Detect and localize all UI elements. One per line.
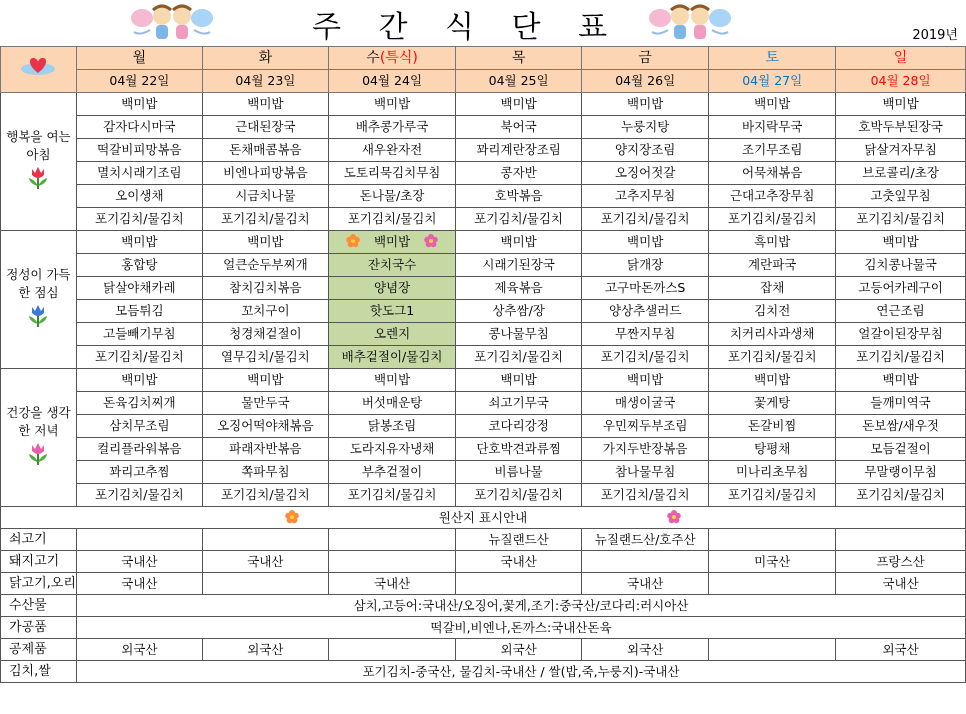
menu-item: 누룽지탕 <box>582 116 709 139</box>
flower-icon <box>346 234 360 248</box>
page-title: 주 간 식 단 표 <box>312 10 622 45</box>
origin-value <box>582 551 709 573</box>
menu-item: 열무김치/물김치 <box>202 346 328 369</box>
date-cell: 04월 22일 <box>76 70 202 93</box>
lunch-row <box>1 346 966 369</box>
origin-merged-value: 떡갈비,비엔나,돈까스:국내산돈육 <box>76 617 965 639</box>
tulip-pink-icon <box>25 440 51 466</box>
breakfast-label-cell <box>1 93 77 231</box>
menu-item: 포기김치/물김치 <box>328 208 455 231</box>
menu-item: 김치전 <box>709 300 836 323</box>
menu-item: 백미밥 <box>202 231 328 254</box>
dinner-row <box>1 438 966 461</box>
menu-item: 백미밥 <box>76 231 202 254</box>
menu-item: 김치콩나물국 <box>836 254 966 277</box>
flower-icon <box>285 510 299 524</box>
menu-item: 물만두국 <box>202 392 328 415</box>
day-name-6 <box>836 47 966 70</box>
menu-item: 연근조림 <box>836 300 966 323</box>
menu-item: 백미밥 <box>328 369 455 392</box>
menu-item: 포기김치/물김치 <box>456 208 582 231</box>
menu-item: 백미밥 <box>456 231 582 254</box>
origin-merged-value: 삼치,고등어:국내산/오징어,꽃게,조기:중국산/코다리:러시아산 <box>76 595 965 617</box>
origin-row <box>1 595 966 617</box>
menu-item: 포기김치/물김치 <box>76 346 202 369</box>
day-name-1 <box>202 47 328 70</box>
menu-item: 고춧잎무침 <box>836 185 966 208</box>
breakfast-row <box>1 208 966 231</box>
menu-item: 백미밥 <box>456 93 582 116</box>
menu-item: 돈채매콤볶음 <box>202 139 328 162</box>
menu-item: 돈나물/초장 <box>328 185 455 208</box>
origin-label: 돼지고기 <box>1 551 77 573</box>
dinner-label: 건강을 생각한 저녁 <box>6 405 71 438</box>
origin-value: 국내산 <box>328 573 455 595</box>
dinner-row <box>1 392 966 415</box>
menu-item: 포기김치/물김치 <box>456 484 582 507</box>
menu-item: 백미밥 <box>76 369 202 392</box>
menu-item: 조기무조림 <box>709 139 836 162</box>
origin-label: 가공품 <box>1 617 77 639</box>
menu-item: 코다리강정 <box>456 415 582 438</box>
menu-item: 시래기된장국 <box>456 254 582 277</box>
dinner-row <box>1 369 966 392</box>
menu-item: 포기김치/물김치 <box>836 346 966 369</box>
origin-row <box>1 617 966 639</box>
origin-value: 국내산 <box>836 573 966 595</box>
menu-item: 백미밥 <box>582 231 709 254</box>
menu-item: 참나물무침 <box>582 461 709 484</box>
menu-item: 포기김치/물김치 <box>709 346 836 369</box>
day-name-label: 화 <box>258 50 273 66</box>
menu-item: 꽈리고추찜 <box>76 461 202 484</box>
menu-item: 단호박견과류찜 <box>456 438 582 461</box>
origin-row <box>1 529 966 551</box>
menu-item: 포기김치/물김치 <box>836 484 966 507</box>
menu-item: 꽃게탕 <box>709 392 836 415</box>
tulip-blue-icon <box>25 302 51 328</box>
day-name-0 <box>76 47 202 70</box>
menu-item: 배추겉절이/물김치 <box>328 346 455 369</box>
breakfast-row <box>1 185 966 208</box>
lunch-row <box>1 254 966 277</box>
menu-item: 홍합탕 <box>76 254 202 277</box>
menu-item: 포기김치/물김치 <box>582 484 709 507</box>
menu-item: 무말랭이무침 <box>836 461 966 484</box>
lunch-label: 정성이 가득한 점심 <box>6 267 71 300</box>
header-corner <box>1 47 77 93</box>
origin-value <box>709 639 836 661</box>
menu-item: 도토리묵김치무침 <box>328 162 455 185</box>
date-cell: 04월 27일 <box>709 70 836 93</box>
menu-item: 흑미밥 <box>709 231 836 254</box>
day-name-label: 목 <box>511 50 526 66</box>
date-cell: 04월 24일 <box>328 70 455 93</box>
menu-item: 백미밥 <box>836 231 966 254</box>
origin-value: 외국산 <box>76 639 202 661</box>
origin-value <box>202 529 328 551</box>
menu-item: 양지장조림 <box>582 139 709 162</box>
menu-item: 돈보쌈/새우젓 <box>836 415 966 438</box>
menu-item: 양상추샐러드 <box>582 300 709 323</box>
year-label: 2019년 <box>912 28 958 43</box>
origin-row <box>1 573 966 595</box>
origin-row <box>1 661 966 683</box>
menu-item: 제육볶음 <box>456 277 582 300</box>
menu-item: 비엔나피망볶음 <box>202 162 328 185</box>
origin-row <box>1 639 966 661</box>
menu-item: 상추쌈/장 <box>456 300 582 323</box>
menu-item <box>328 231 455 254</box>
origin-label: 수산물 <box>1 595 77 617</box>
menu-item: 버섯매운탕 <box>328 392 455 415</box>
menu-item: 핫도그1 <box>328 300 455 323</box>
menu-item: 백미밥 <box>202 93 328 116</box>
menu-item: 북어국 <box>456 116 582 139</box>
date-cell: 04월 23일 <box>202 70 328 93</box>
origin-value: 뉴질랜드산 <box>456 529 582 551</box>
origin-value: 뉴질랜드산/호주산 <box>582 529 709 551</box>
menu-item: 포기김치/물김치 <box>202 484 328 507</box>
menu-item: 백미밥 <box>202 369 328 392</box>
menu-item-text: 백미밥 <box>373 234 411 249</box>
title-bar <box>0 0 966 46</box>
origin-value <box>328 551 455 573</box>
menu-item: 돈갈비찜 <box>709 415 836 438</box>
menu-item: 백미밥 <box>709 369 836 392</box>
origin-value: 외국산 <box>582 639 709 661</box>
menu-item: 고추지무침 <box>582 185 709 208</box>
flower-icon <box>424 234 438 248</box>
menu-item: 부추겉절이 <box>328 461 455 484</box>
menu-item: 백미밥 <box>456 369 582 392</box>
origin-value: 외국산 <box>456 639 582 661</box>
menu-item: 근대된장국 <box>202 116 328 139</box>
origin-value: 국내산 <box>76 573 202 595</box>
menu-item: 얼갈이된장무침 <box>836 323 966 346</box>
origin-value <box>328 639 455 661</box>
menu-item: 콩자반 <box>456 162 582 185</box>
menu-item: 바지락무국 <box>709 116 836 139</box>
menu-item: 양념장 <box>328 277 455 300</box>
menu-item: 새우완자전 <box>328 139 455 162</box>
date-row <box>1 70 966 93</box>
origin-row <box>1 551 966 573</box>
origin-value <box>328 529 455 551</box>
date-cell: 04월 28일 <box>836 70 966 93</box>
menu-item: 고들빼기무침 <box>76 323 202 346</box>
day-name-row <box>1 47 966 70</box>
origin-label: 공제품 <box>1 639 77 661</box>
origin-value <box>836 529 966 551</box>
lunch-label-cell <box>1 231 77 369</box>
origin-value: 외국산 <box>836 639 966 661</box>
menu-item: 포기김치/물김치 <box>709 208 836 231</box>
menu-item: 얼큰순두부찌개 <box>202 254 328 277</box>
origin-title-text: 원산지 표시안내 <box>438 510 528 525</box>
menu-item: 오이생채 <box>76 185 202 208</box>
menu-item: 잔치국수 <box>328 254 455 277</box>
menu-item: 탕평채 <box>709 438 836 461</box>
menu-item: 오징어떡야채볶음 <box>202 415 328 438</box>
menu-item: 닭살야채카레 <box>76 277 202 300</box>
menu-item: 포기김치/물김치 <box>76 484 202 507</box>
menu-item: 콩나물무침 <box>456 323 582 346</box>
menu-item: 우민찌두부조림 <box>582 415 709 438</box>
menu-item: 치커리사과생채 <box>709 323 836 346</box>
menu-item: 고등어카레구이 <box>836 277 966 300</box>
menu-item: 들깨미역국 <box>836 392 966 415</box>
menu-item: 고구마돈까스S <box>582 277 709 300</box>
menu-item: 백미밥 <box>582 369 709 392</box>
date-cell: 04월 25일 <box>456 70 582 93</box>
menu-item: 쇠고기무국 <box>456 392 582 415</box>
menu-item: 백미밥 <box>709 93 836 116</box>
origin-title <box>1 507 966 529</box>
day-name-label: 토 <box>765 50 779 66</box>
day-name-3 <box>456 47 582 70</box>
day-name-5 <box>709 47 836 70</box>
menu-item: 가지두반장볶음 <box>582 438 709 461</box>
day-name-4 <box>582 47 709 70</box>
origin-label: 쇠고기 <box>1 529 77 551</box>
menu-item: 포기김치/물김치 <box>202 208 328 231</box>
origin-value <box>709 529 836 551</box>
menu-item: 비름나물 <box>456 461 582 484</box>
menu-item: 청경채겉절이 <box>202 323 328 346</box>
menu-item: 컬리플라워볶음 <box>76 438 202 461</box>
menu-item: 닭개장 <box>582 254 709 277</box>
menu-item: 백미밥 <box>836 93 966 116</box>
menu-item: 무짠지무침 <box>582 323 709 346</box>
origin-value: 외국산 <box>202 639 328 661</box>
menu-item: 백미밥 <box>328 93 455 116</box>
day-name-label: 수 <box>366 50 380 66</box>
special-meal-tag: (특식) <box>379 50 418 66</box>
breakfast-row <box>1 162 966 185</box>
menu-item: 모듬튀김 <box>76 300 202 323</box>
origin-value: 프랑스산 <box>836 551 966 573</box>
origin-title-row <box>1 507 966 529</box>
origin-value: 국내산 <box>202 551 328 573</box>
menu-item: 삼치무조림 <box>76 415 202 438</box>
menu-item: 시금치나물 <box>202 185 328 208</box>
heart-icon <box>19 55 57 77</box>
dinner-row <box>1 415 966 438</box>
menu-item: 매생이굴국 <box>582 392 709 415</box>
origin-label: 김치,쌀 <box>1 661 77 683</box>
menu-item: 감자다시마국 <box>76 116 202 139</box>
menu-item: 파래자반볶음 <box>202 438 328 461</box>
menu-item: 닭봉조림 <box>328 415 455 438</box>
day-name-2 <box>328 47 455 70</box>
menu-item: 브로콜리/초장 <box>836 162 966 185</box>
breakfast-row <box>1 93 966 116</box>
menu-item: 백미밥 <box>582 93 709 116</box>
day-name-label: 월 <box>132 50 147 66</box>
dinner-row <box>1 461 966 484</box>
menu-item: 모듬겉절이 <box>836 438 966 461</box>
origin-label: 닭고기,오리 <box>1 573 77 595</box>
origin-value: 국내산 <box>582 573 709 595</box>
menu-item: 계란파국 <box>709 254 836 277</box>
origin-value: 국내산 <box>76 551 202 573</box>
menu-item: 백미밥 <box>76 93 202 116</box>
menu-table <box>0 46 966 683</box>
menu-item: 포기김치/물김치 <box>582 208 709 231</box>
menu-item: 오징어젓갈 <box>582 162 709 185</box>
menu-item: 어묵채볶음 <box>709 162 836 185</box>
day-name-label: 일 <box>893 50 908 66</box>
menu-item: 근대고추장무침 <box>709 185 836 208</box>
menu-item: 오렌지 <box>328 323 455 346</box>
menu-item: 호박두부된장국 <box>836 116 966 139</box>
menu-item: 포기김치/물김치 <box>709 484 836 507</box>
menu-item: 포기김치/물김치 <box>328 484 455 507</box>
menu-item: 멸치시래기조림 <box>76 162 202 185</box>
menu-item: 포기김치/물김치 <box>582 346 709 369</box>
origin-value <box>456 573 582 595</box>
lunch-row <box>1 323 966 346</box>
flower-icon <box>667 510 681 524</box>
menu-item: 꽈리계란장조림 <box>456 139 582 162</box>
breakfast-row <box>1 116 966 139</box>
menu-item: 도라지유자냉채 <box>328 438 455 461</box>
date-cell: 04월 26일 <box>582 70 709 93</box>
dinner-row <box>1 484 966 507</box>
menu-item: 떡갈비피망볶음 <box>76 139 202 162</box>
origin-value: 미국산 <box>709 551 836 573</box>
menu-item: 호박볶음 <box>456 185 582 208</box>
angels-balloon-icon <box>648 0 732 44</box>
origin-value <box>76 529 202 551</box>
menu-item: 참치김치볶음 <box>202 277 328 300</box>
menu-item: 돈육김치찌개 <box>76 392 202 415</box>
day-name-label: 금 <box>638 50 652 66</box>
lunch-row <box>1 300 966 323</box>
origin-merged-value: 포기김치-중국산, 물김치-국내산 / 쌀(밥,죽,누룽지)-국내산 <box>76 661 965 683</box>
menu-item: 미나리초무침 <box>709 461 836 484</box>
dinner-label-cell <box>1 369 77 507</box>
tulip-red-icon <box>25 164 51 190</box>
menu-item: 배추콩가루국 <box>328 116 455 139</box>
lunch-row <box>1 277 966 300</box>
menu-item: 잡채 <box>709 277 836 300</box>
origin-value <box>709 573 836 595</box>
lunch-row <box>1 231 966 254</box>
origin-value: 국내산 <box>456 551 582 573</box>
menu-item: 닭살겨자무침 <box>836 139 966 162</box>
angels-balloon-icon <box>130 0 214 44</box>
origin-value <box>202 573 328 595</box>
menu-item: 쪽파무침 <box>202 461 328 484</box>
menu-item: 포기김치/물김치 <box>456 346 582 369</box>
menu-item: 포기김치/물김치 <box>836 208 966 231</box>
breakfast-row <box>1 139 966 162</box>
menu-item: 꼬치구이 <box>202 300 328 323</box>
menu-item: 포기김치/물김치 <box>76 208 202 231</box>
breakfast-label: 행복을 여는 아침 <box>6 129 71 162</box>
menu-item: 백미밥 <box>836 369 966 392</box>
